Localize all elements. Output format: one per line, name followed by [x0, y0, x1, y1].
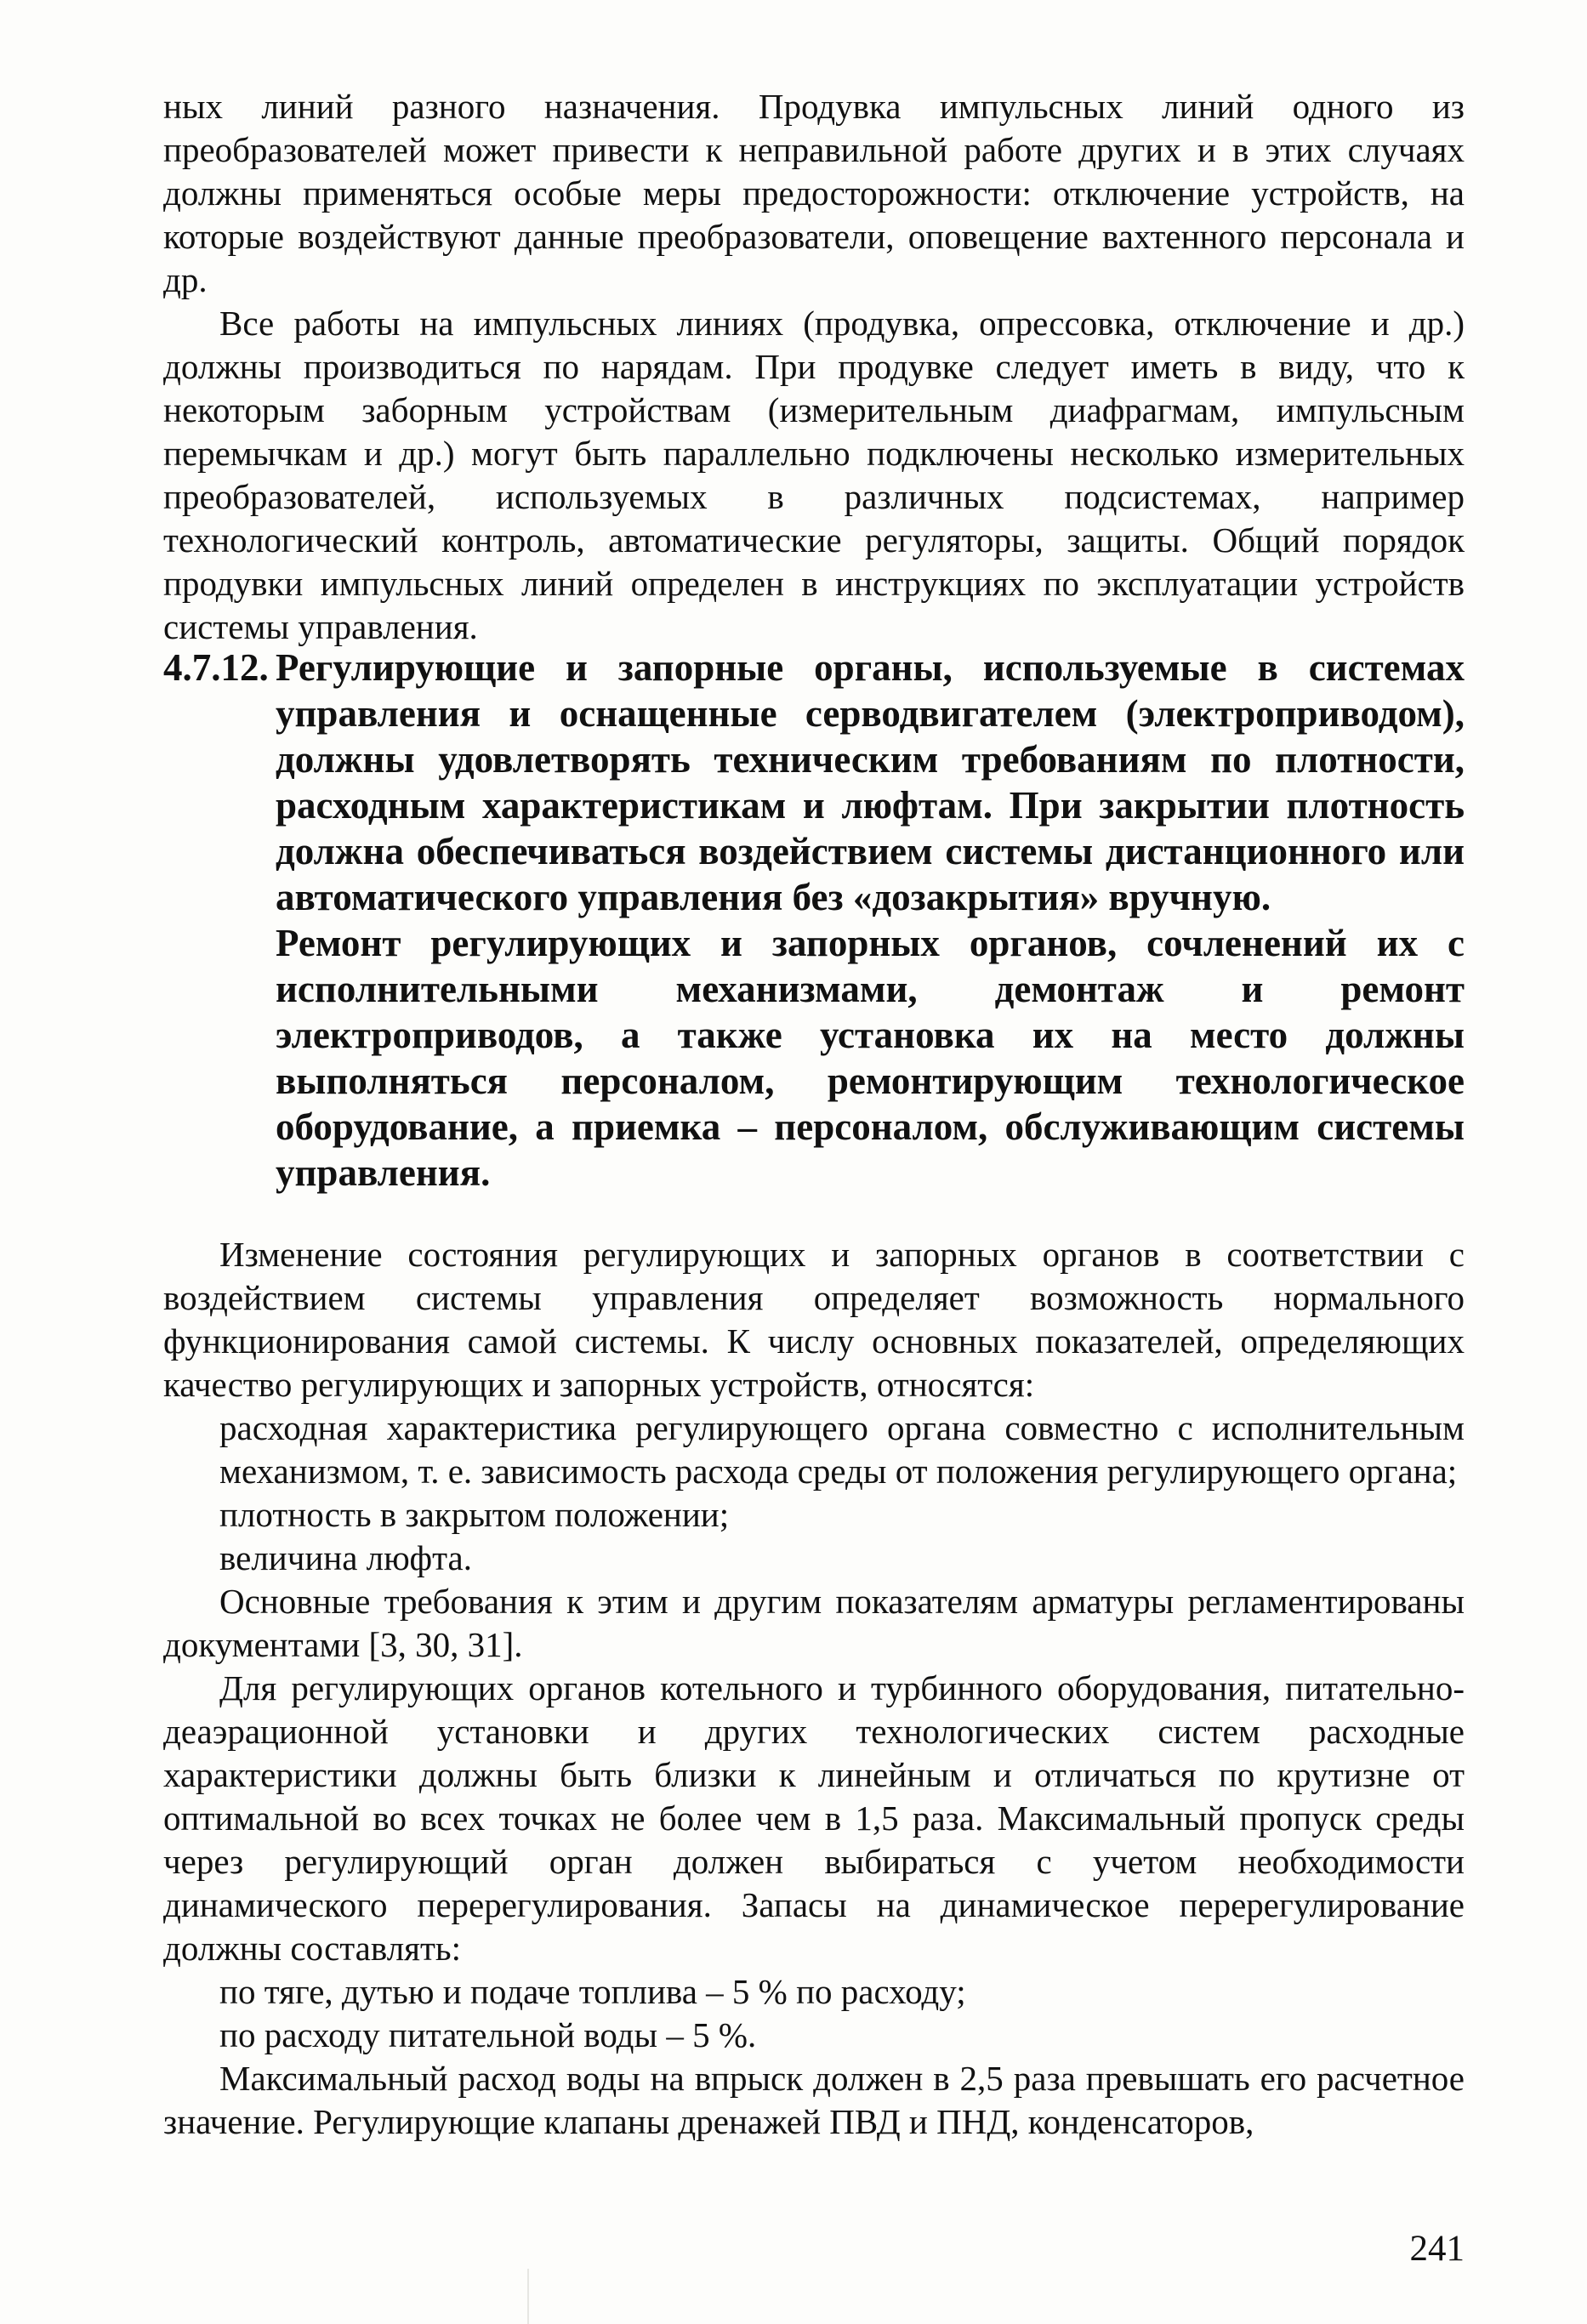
commentary-paragraph-4: Максимальный расход воды на впрыск должен в 2,5 раза превышать его расчетное значение. Регулирующие клапаны дренажей ПВД и ПНД, конденсаторов, [163, 2059, 1465, 2141]
list-item-draft-fuel: по тяге, дутью и подаче топлива – 5 % по расходу; [219, 1972, 966, 2011]
scan-artifact-line [527, 2269, 529, 2324]
intro-paragraph-impulse-lines: Все работы на импульсных линиях (продувка, опрессовка, отключение и др.) должны производиться по нарядам. При продувке следует иметь в виду, что к некоторым заборным устройствам (измерительным диафрагмам, импульсным перемычкам и др.) могут быть параллельно подключены несколько измерительных преобразователей, используемых в различных подсистемах, например технологический контроль, автоматические регуляторы, защиты. Общий порядок продувки импульсных линий определен в инструкциях по эксплуатации устройств системы управления. [163, 304, 1465, 646]
section-number: 4.7.12. [163, 646, 269, 689]
section-rule-text [276, 645, 1465, 1196]
intro-text-block [163, 85, 1465, 649]
commentary-paragraph-2: Основные требования к этим и другим показателям арматуры регламентированы документами [3, 30, 31]. [163, 1582, 1465, 1664]
list-item-tightness: плотность в закрытом положении; [219, 1495, 730, 1534]
page-number: 241 [1409, 2229, 1465, 2269]
commentary-paragraph-1: Изменение состояния регулирующих и запорных органов в соответствии с воздействием системы управления определяет возможность нормального функционирования самой системы. К числу основных показателей, определяющих качество регулирующих и запорных устройств, относятся: [163, 1235, 1465, 1404]
commentary-paragraph-3: Для регулирующих органов котельного и турбинного оборудования, питательно-деаэрационной установки и других технологических систем расходные характеристики должны быть близки к линейным и отличаться по крутизне от оптимальной во всех точках не более чем в 1,5 раза. Максимальный пропуск среды через регулирующий орган должен выбираться с учетом необходимости динамического перерегулирования. Запасы на динамическое перерегулирование должны составлять: [163, 1668, 1465, 1968]
list-item-flow-characteristic: расходная характеристика регулирующего органа совместно с исполнительным механизмом, т. е. зависимость расхода среды от положения регулирующего органа; [219, 1408, 1465, 1491]
section-4-7-12 [163, 645, 1465, 1196]
section-rule-paragraph-1: Регулирующие и запорные органы, используемые в системах управления и оснащенные серводвигателем (электроприводом), должны удовлетворять техническим требованиям по плотности, расходным характеристикам и люфтам. При закрытии плотность должна обеспечиваться воздействием системы дистанционного или автоматического управления без «дозакрытия» вручную. [276, 646, 1465, 918]
section-rule-paragraph-2: Ремонт регулирующих и запорных органов, сочленений их с исполнительными механизмами, демонтаж и ремонт электроприводов, а также установка их на место должны выполняться персоналом, ремонтирующим технологическое оборудование, а приемка – персоналом, обслуживающим системы управления. [276, 922, 1465, 1194]
list-item-feedwater: по расходу питательной воды – 5 %. [219, 2015, 757, 2054]
list-item-backlash: величина люфта. [219, 1538, 472, 1577]
intro-paragraph-continued: ных линий разного назначения. Продувка импульсных линий одного из преобразователей может привести к неправильной работе других и в этих случаях должны применяться особые меры предосторожности: отключение устройств, на которые воздействуют данные преобразователи, оповещение вахтенного персонала и др. [163, 87, 1465, 299]
commentary-text-block [163, 1233, 1465, 2144]
